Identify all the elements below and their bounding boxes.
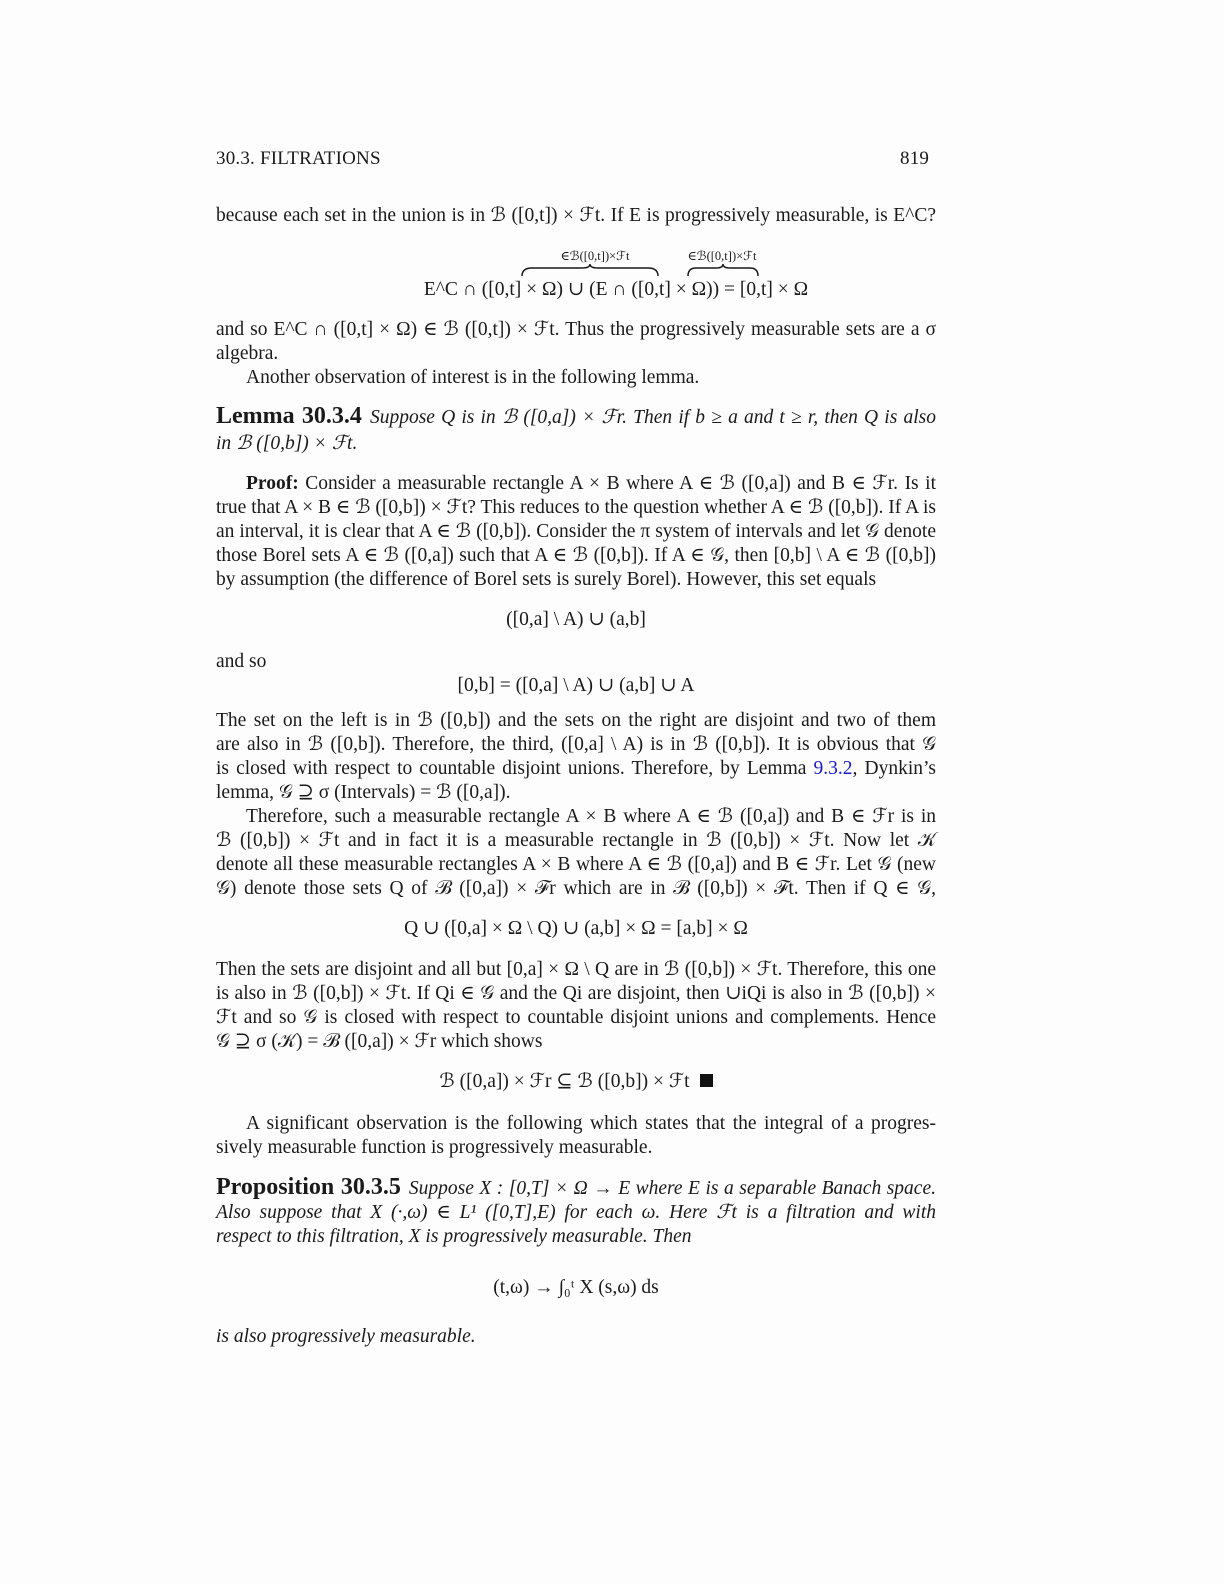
- text-run: , Dynkin’s: [852, 758, 936, 779]
- proof-text: Consider a measurable rectangle A × B where A ∈ ℬ ([0,a]) and B ∈ ℱr. Is it: [305, 473, 937, 494]
- paragraph-line: A significant observation is the following which states that the integral of a progres-: [246, 1113, 936, 1134]
- proof-label: Proof:: [246, 473, 299, 494]
- paragraph-line: ℬ ([0,b]) × ℱt and in fact it is a measurable rectangle in ℬ ([0,b]) × ℱt. Now let 𝒦: [216, 830, 936, 851]
- proof-line: [246, 472, 936, 496]
- proposition-statement: [216, 1175, 936, 1201]
- lemma-text: Suppose Q is in ℬ ([0,a]) × ℱr. Then if b ≥ a and t ≥ r, then Q is also: [369, 407, 936, 428]
- paragraph-line: and so E^C ∩ ([0,t] × Ω) ∈ ℬ ([0,t]) × ℱt. Thus the progressively measurable sets are a σ: [216, 319, 936, 340]
- paragraph-line: are also in ℬ ([0,b]). Therefore, the third, ([0,a] \ A) is in ℬ ([0,b]). It is obvious that 𝒢: [216, 734, 936, 755]
- display-equation: E^C ∩ ([0,t] × Ω) ∪ (E ∩ ([0,t] × Ω)) = [0,t] × Ω: [423, 279, 809, 300]
- proposition-text: Suppose X : [0,T] × Ω → E where E is a separable Banach space.: [408, 1178, 936, 1199]
- text-run: is closed with respect to countable disjoint unions. Therefore, by Lemma: [216, 758, 814, 779]
- display-equation: Q ∪ ([0,a] × Ω \ Q) ∪ (a,b] × Ω = [a,b] × Ω: [404, 918, 748, 939]
- proposition-label: Proposition 30.3.5: [216, 1174, 401, 1200]
- proposition-line: Also suppose that X (·,ω) ∈ L¹ ([0,T],E) for each ω. Here ℱt is a filtration and with: [216, 1202, 936, 1223]
- equation-text: ℬ ([0,a]) × ℱr ⊆ ℬ ([0,b]) × ℱt: [439, 1071, 690, 1092]
- display-equation: (t,ω) → ∫₀ᵗ X (s,ω) ds: [493, 1277, 659, 1298]
- lemma-statement-line: in ℬ ([0,b]) × ℱt.: [216, 433, 358, 454]
- brace-label: ∈ℬ([0,t])×ℱt: [687, 249, 757, 263]
- proposition-line: respect to this filtration, X is progressively measurable. Then: [216, 1226, 692, 1247]
- display-equation: ([0,a] \ A) ∪ (a,b]: [506, 609, 646, 630]
- brace-label: ∈ℬ([0,t])×ℱt: [560, 249, 630, 263]
- lemma-statement: [216, 404, 936, 430]
- proof-line: those Borel sets A ∈ ℬ ([0,a]) such that A ∈ ℬ ([0,b]). If A ∈ 𝒢, then [0,b] \ A ∈ ℬ ([0,b]): [216, 545, 936, 566]
- page-number: 819: [900, 148, 930, 169]
- paragraph-line: [216, 757, 936, 781]
- overbrace-icon: [686, 264, 760, 278]
- paragraph-line: lemma, 𝒢 ⊇ σ (Intervals) = ℬ ([0,a]).: [216, 782, 511, 803]
- display-equation: [216, 1070, 936, 1094]
- paragraph-line: because each set in the union is in ℬ ([0,t]) × ℱt. If E is progressively measurable, is E^C?: [216, 205, 936, 226]
- paragraph-line: 𝒢 ⊇ σ (𝒦) = ℬ ([0,a]) × ℱr which shows: [216, 1031, 543, 1052]
- paragraph-line: and so: [216, 651, 267, 672]
- proof-line: true that A × B ∈ ℬ ([0,b]) × ℱt? This reduces to the question whether A ∈ ℬ ([0,b]). If A is: [216, 497, 936, 518]
- paragraph-line: Another observation of interest is in the following lemma.: [246, 367, 700, 388]
- paragraph-line: ℱt and so 𝒢 is closed with respect to countable disjoint unions and complements. Hence: [216, 1007, 936, 1028]
- proposition-line: is also progressively measurable.: [216, 1326, 476, 1347]
- paragraph-line: The set on the left is in ℬ ([0,b]) and the sets on the right are disjoint and two of them: [216, 710, 936, 731]
- display-equation: [0,b] = ([0,a] \ A) ∪ (a,b] ∪ A: [457, 675, 695, 696]
- lemma-reference-link[interactable]: 9.3.2: [813, 758, 853, 779]
- paragraph-line: algebra.: [216, 343, 279, 364]
- lemma-label: Lemma 30.3.4: [216, 403, 362, 429]
- proof-line: an interval, it is clear that A ∈ ℬ ([0,b]). Consider the π system of intervals and let 𝒢 denote: [216, 521, 936, 542]
- qed-square-icon: [700, 1074, 713, 1087]
- paragraph-line: sively measurable function is progressively measurable.: [216, 1137, 653, 1158]
- paragraph-line: 𝒢) denote those sets Q of ℬ ([0,a]) × ℱr which are in ℬ ([0,b]) × ℱt. Then if Q ∈ 𝒢,: [216, 878, 936, 899]
- paragraph-line: is also in ℬ ([0,b]) × ℱt. If Qi ∈ 𝒢 and the Qi are disjoint, then ∪iQi is also in ℬ ([0,b]) ×: [216, 983, 936, 1004]
- proof-line: by assumption (the difference of Borel sets is surely Borel). However, this set equals: [216, 569, 877, 590]
- paragraph-line: Therefore, such a measurable rectangle A × B where A ∈ ℬ ([0,a]) and B ∈ ℱr is in: [246, 806, 936, 827]
- overbrace-icon: [520, 264, 660, 278]
- running-header-section: 30.3. FILTRATIONS: [216, 148, 381, 169]
- paragraph-line: denote all these measurable rectangles A × B where A ∈ ℬ ([0,a]) and B ∈ ℱr. Let 𝒢 (new: [216, 854, 936, 875]
- paragraph-line: Then the sets are disjoint and all but [0,a] × Ω \ Q are in ℬ ([0,b]) × ℱt. Therefore, this one: [216, 959, 936, 980]
